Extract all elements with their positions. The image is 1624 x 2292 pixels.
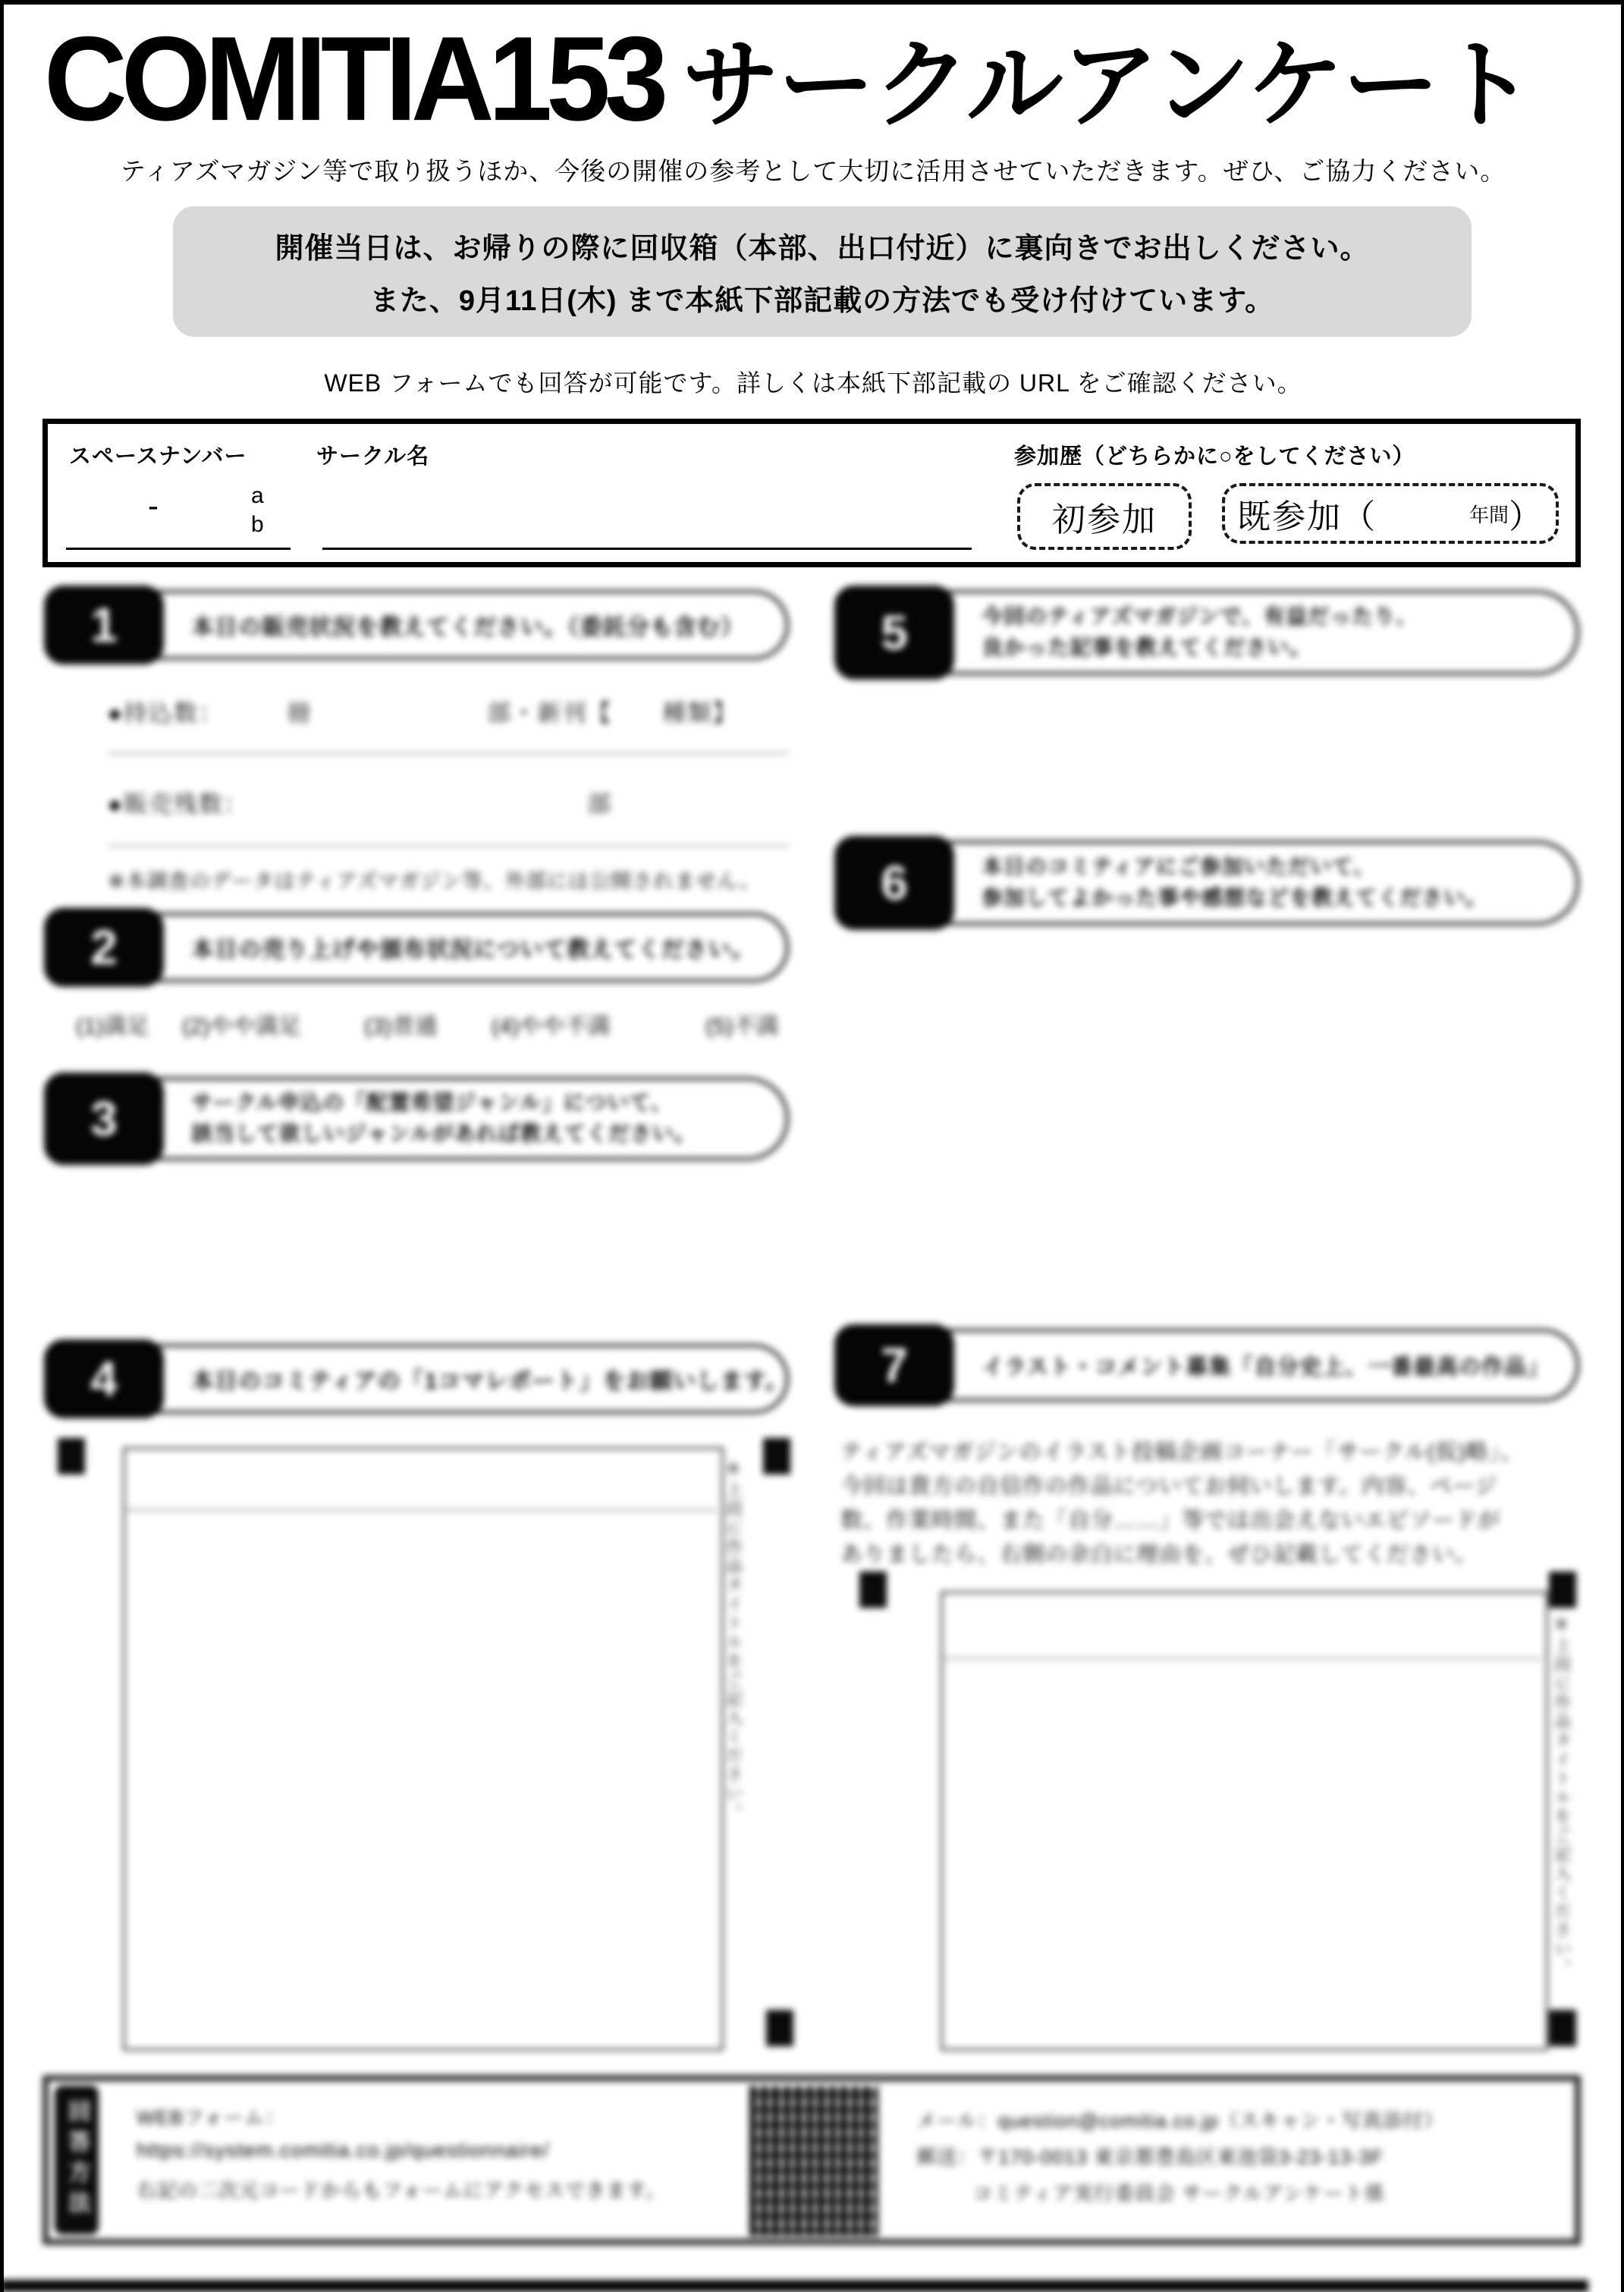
repeat-years-unit: 年間: [1469, 503, 1509, 526]
option-dissatisfied[interactable]: (5)不満: [705, 1014, 779, 1039]
section-4-title: 本日のコミティアの「1コマレポート」をお願いします。: [191, 1369, 789, 1394]
registration-mark: [766, 2010, 793, 2046]
section-5-title-line1: 今回のティアズマガジンで、有益だったり、: [982, 604, 1418, 629]
space-number-label: スペースナンバー: [69, 444, 247, 469]
illustration-drawing-box[interactable]: [941, 1591, 1548, 2051]
space-number-dash: -: [148, 488, 159, 523]
qr-code: [749, 2086, 878, 2236]
registration-mark: [763, 1438, 790, 1474]
footer-mail-line: メール：question@comitia.co.jp（スキャン・写真添付）: [916, 2109, 1444, 2132]
illustration-box-side-note: ※上段に作品タイトルをご記入ください。: [1553, 1615, 1572, 1978]
first-participation-label: 初参加: [1052, 501, 1157, 538]
footer-post-line1: 郵送：〒170-0013 東京都豊島区東池袋3-23-13-3F: [916, 2146, 1384, 2168]
section-1-writein-1[interactable]: [108, 752, 789, 754]
section-1-row1: ●持込数： 冊 部・新刊【 種類】: [108, 700, 738, 727]
section-6-title-line1: 本日のコミティアにご参加いただいて、: [982, 855, 1376, 879]
registration-mark: [1549, 2010, 1576, 2046]
option-neutral[interactable]: (3)普通: [364, 1014, 438, 1039]
section-5-number: 5: [834, 586, 954, 680]
space-row-a: a: [251, 483, 264, 508]
section-2-header: [106, 912, 789, 982]
illustration-title-row-line: [943, 1658, 1541, 1659]
report-drawing-box[interactable]: [123, 1447, 724, 2051]
repeat-close-paren: ）: [1509, 498, 1544, 535]
section-1-note: ※本調査のデータはティアズマガジン等、外部には公開されません。: [108, 870, 761, 893]
section-6-number: 6: [834, 836, 954, 930]
repeat-participation-label: 既参加（: [1237, 498, 1377, 535]
section-3-number: 3: [44, 1072, 164, 1165]
notice-line2-bold: 9月11日(木): [458, 285, 617, 317]
history-label: 参加歴（どちらかに○をしてください）: [1014, 444, 1415, 469]
section-7-header: [897, 1329, 1579, 1402]
section-3-header: [106, 1077, 789, 1160]
section-2-number: 2: [44, 908, 164, 987]
report-title-row-line: [125, 1509, 717, 1511]
notice-line2-post: まで本紙下部記載の方法でも受け付けています。: [617, 285, 1275, 317]
section-7-number: 7: [834, 1324, 954, 1406]
footer-post-line2: コミティア実行委員会 サークルアンケート係: [972, 2182, 1385, 2205]
page-title-text: サークルアンケート: [682, 30, 1534, 140]
notice-line1-bold: 裏向きで: [1014, 233, 1133, 265]
comitia-logo: COMITIA153: [44, 11, 663, 146]
space-row-b: b: [251, 512, 264, 537]
web-form-note: WEB フォームでも回答が可能です。詳しくは本紙下部記載の URL をご確認ください。: [324, 369, 1302, 397]
footer-web-note: 右記の二次元コードからもフォームにアクセスできます。: [137, 2179, 666, 2202]
section-7-desc-line2: 今回は貴方の自信作の作品についてお伺いします。内容、ページ: [840, 1474, 1498, 1499]
notice-line1-pre: 開催当日は、お帰りの際に回収箱（本部、出口付近）に: [275, 233, 1015, 265]
section-3-title-line1: サークル申込の「配置希望ジャンル」について、: [191, 1091, 673, 1115]
section-7-desc-line4: ありましたら、右側の余白に理由を、ぜひ記載してください。: [840, 1543, 1478, 1567]
section-1-number: 1: [44, 586, 164, 664]
section-1-row2: ●販売残数： 部: [108, 791, 613, 818]
circle-name-label: サークル名: [316, 444, 430, 469]
section-1-header: [106, 590, 789, 660]
registration-mark: [58, 1438, 85, 1474]
section-6-title-line2: 参加してよかった事や感想などを教えてください。: [982, 886, 1488, 909]
footer-web-url: https://system.comitia.co.jp/questionnaire/: [137, 2139, 550, 2162]
registration-mark: [859, 1571, 887, 1608]
section-7-desc-line1: ティアズマガジンのイラスト投稿企画コーナー「サークル(仮)略」、: [840, 1440, 1524, 1465]
notice-line1-post: お出しください。: [1132, 233, 1370, 265]
notice-line2-pre: また、: [369, 285, 459, 317]
option-somewhat-dissatisfied[interactable]: (4)やや不満: [492, 1014, 611, 1039]
section-4-header: [106, 1344, 789, 1414]
section-5-title-line2: 良かった記事を教えてください。: [982, 636, 1312, 659]
response-methods-label: 回答方法: [64, 2099, 90, 2221]
option-somewhat-satisfied[interactable]: (2)やや満足: [182, 1014, 301, 1039]
section-1-title: 本日の販売状況を教えてください。（委託分も含む）: [191, 615, 744, 640]
section-7-title: イラスト・コメント募集「自分史上、一番最高の作品」: [982, 1355, 1550, 1380]
section-4-number: 4: [44, 1339, 164, 1418]
section-2-title: 本日の売り上げや頒布状況について教えてください。: [191, 937, 755, 962]
page-subtitle: ティアズマガジン等で取り扱うほか、今後の開催の参考として大切に活用させていただきます。ぜひ、ご協力ください。: [120, 157, 1506, 185]
section-7-desc-line3: 数、作業時間、また「自分……」等では出会えないエピソードが: [840, 1509, 1501, 1533]
section-1-writein-2[interactable]: [108, 845, 789, 846]
response-methods-tab: [55, 2086, 99, 2234]
footer-web-label: WEBフォーム：: [137, 2106, 285, 2129]
section-3-title-line2: 該当して欲しいジャンルがあれば教えてください。: [191, 1122, 696, 1145]
report-box-side-note: ※上段に作品タイトルをご記入ください。: [724, 1460, 743, 1823]
registration-mark: [1549, 1571, 1576, 1608]
section-6-header: [897, 840, 1579, 925]
page-bottom-edge: [0, 2280, 1588, 2292]
section-5-header: [897, 590, 1579, 675]
option-satisfied[interactable]: (1)満足: [76, 1014, 149, 1039]
